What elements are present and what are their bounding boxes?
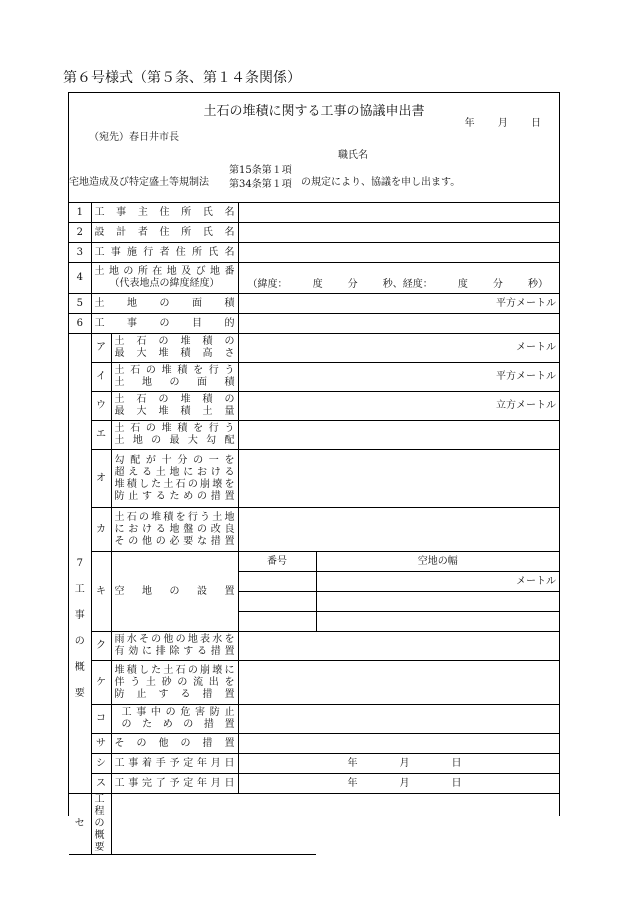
application-form: [68, 92, 560, 853]
table-row: [69, 263, 559, 294]
item-letter: コ: [91, 705, 111, 734]
item-letter: ス: [91, 774, 111, 794]
table-row: [69, 508, 559, 552]
item-label: 雨水その他の地表水を 有効に排除する措置: [111, 632, 238, 661]
location-field[interactable]: [238, 263, 559, 294]
designer-label: 設計者住所氏名: [91, 223, 238, 243]
item-label: 土石の堆積の 最大堆積土量: [111, 392, 238, 421]
table-row: [69, 392, 559, 421]
lon-min: 分: [492, 278, 503, 290]
item-letter: イ: [91, 363, 111, 392]
end-year: 年: [347, 777, 358, 789]
law-clause-15: 第15条第１項: [229, 165, 292, 176]
max-height-field[interactable]: [238, 334, 559, 363]
table-row: [69, 794, 559, 855]
row-number: 6: [69, 314, 91, 334]
other-measures-label: その他の措置: [111, 734, 238, 754]
max-height-unit: メートル: [516, 342, 556, 353]
item-label: 工事中の危害防止 のための措置: [111, 705, 238, 734]
hazard-prevention-field[interactable]: [238, 705, 559, 734]
item-letter: シ: [91, 754, 111, 774]
table-row: [69, 734, 559, 754]
end-month: 月: [399, 777, 410, 789]
open-space-label: 空地の設置: [111, 552, 238, 632]
item-label: 土石の堆積を行う土地 における地盤の改良 その他の必要な措置: [111, 508, 238, 552]
land-area-field[interactable]: [238, 294, 559, 314]
item-letter: オ: [91, 450, 111, 508]
item-label: 土石の堆積の 最大堆積高さ: [111, 334, 238, 363]
schedule-field[interactable]: [111, 794, 316, 855]
signature-label[interactable]: 職氏名: [338, 150, 368, 161]
lon-label: 秒、経度：: [382, 278, 433, 290]
form-table: [69, 202, 559, 855]
item-label: 勾配が十分の一を 超える土地における 堆積した土石の崩壊を 防止するための措置: [111, 450, 238, 508]
location-label-line1: 土地の所在地及び地番: [94, 266, 235, 277]
other-measures-field[interactable]: [238, 734, 559, 754]
volume-unit: 立方メートル: [496, 400, 556, 411]
table-row: [69, 363, 559, 392]
start-month: 月: [399, 757, 410, 769]
table-row: [69, 203, 559, 223]
item-letter: カ: [91, 508, 111, 552]
item-letter: セ: [69, 794, 91, 855]
table-row: [69, 243, 559, 263]
item-label: 土石の堆積を行う 土地の面積: [111, 363, 238, 392]
application-date[interactable]: [465, 114, 541, 129]
overview-section-label: [69, 334, 91, 794]
land-area-unit: 平方メートル: [496, 297, 556, 309]
land-area-label: 土地の面積: [91, 294, 238, 314]
table-row: [69, 705, 559, 734]
contractor-label: 工事施行者住所氏名: [91, 243, 238, 263]
form-title: 土石の堆積に関する工事の協議申出書: [203, 104, 425, 119]
open-space-width-field[interactable]: [316, 572, 559, 592]
designer-field[interactable]: [238, 223, 559, 243]
law-clause-34: 第34条第１項: [229, 179, 292, 190]
pile-area-field[interactable]: [238, 363, 559, 392]
table-row: [69, 552, 559, 572]
law-name: 宅地造成及び特定盛土等規制法: [69, 177, 209, 188]
date-year-label: 年: [464, 118, 475, 129]
max-slope-field[interactable]: [238, 421, 559, 450]
location-label-line2: （代表地点の緯度経度）: [109, 278, 220, 289]
item-letter: ウ: [91, 392, 111, 421]
open-space-number-field[interactable]: [238, 572, 316, 592]
overview-number: 7: [76, 558, 83, 569]
date-month-label: 月: [497, 118, 508, 129]
table-row: [69, 294, 559, 314]
table-row: [69, 223, 559, 243]
row-number: 5: [69, 294, 91, 314]
sediment-outflow-field[interactable]: [238, 661, 559, 705]
lat-deg: 度: [312, 278, 323, 290]
schedule-label: 工程の概要: [91, 794, 111, 855]
owner-field[interactable]: [238, 203, 559, 223]
table-row: [69, 314, 559, 334]
item-letter: キ: [91, 552, 111, 632]
contractor-field[interactable]: [238, 243, 559, 263]
item-letter: ク: [91, 632, 111, 661]
item-letter: サ: [91, 734, 111, 754]
addressee: （宛先）春日井市長: [89, 132, 179, 143]
volume-field[interactable]: [238, 392, 559, 421]
open-space-number-field[interactable]: [238, 612, 316, 632]
lat-label: （緯度：: [247, 278, 288, 290]
ground-improvement-field[interactable]: [238, 508, 559, 552]
item-label: 堆積した土石の崩壊に 伴う土砂の流出を 防止する措置: [111, 661, 238, 705]
overview-char: 概: [74, 662, 85, 673]
table-row: [69, 661, 559, 705]
end-date-label: 工事完了予定年月日: [111, 774, 238, 794]
start-date-field[interactable]: [238, 754, 559, 774]
item-letter: エ: [91, 421, 111, 450]
open-space-number-field[interactable]: [238, 592, 316, 612]
owner-label: 工事主住所氏名: [91, 203, 238, 223]
table-row: [69, 421, 559, 450]
law-clauses: [229, 164, 292, 192]
row-number: 4: [69, 263, 91, 294]
pile-area-unit: 平方メートル: [496, 371, 556, 382]
lon-deg: 度: [457, 278, 468, 290]
end-day: 日: [451, 777, 462, 789]
law-tail: の規定により、協議を申し出ます。: [301, 177, 461, 188]
collapse-prevention-field[interactable]: [238, 450, 559, 508]
lon-sec: 秒）: [527, 278, 548, 290]
form-number-label: 第６号様式（第５条、第１４条関係）: [63, 70, 301, 86]
table-row: [69, 632, 559, 661]
item-label: 土石の堆積を行う 土地の最大勾配: [111, 421, 238, 450]
table-row: [69, 774, 559, 794]
row-number: 2: [69, 223, 91, 243]
purpose-field[interactable]: [238, 314, 559, 334]
overview-char: 要: [74, 688, 85, 699]
table-row: [69, 450, 559, 508]
purpose-label: 工事の目的: [91, 314, 238, 334]
overview-char: の: [74, 636, 85, 647]
start-day: 日: [451, 757, 462, 769]
open-space-unit: メートル: [516, 575, 556, 587]
row-number: 1: [69, 203, 91, 223]
open-space-number-header: 番号: [238, 552, 316, 572]
table-row: [69, 334, 559, 363]
start-date-label: 工事着手予定年月日: [111, 754, 238, 774]
table-row: [69, 754, 559, 774]
drainage-field[interactable]: [238, 632, 559, 661]
row-number: 3: [69, 243, 91, 263]
item-letter: ア: [91, 334, 111, 363]
overview-char: 工: [74, 584, 85, 595]
end-date-field[interactable]: [238, 774, 559, 794]
start-year: 年: [347, 757, 358, 769]
lat-min: 分: [347, 278, 358, 290]
item-letter: ケ: [91, 661, 111, 705]
overview-char: 事: [74, 610, 85, 621]
date-day-label: 日: [531, 118, 541, 129]
open-space-width-field[interactable]: [316, 612, 559, 632]
location-label: [91, 263, 238, 294]
open-space-width-field[interactable]: [316, 592, 559, 612]
open-space-width-header: 空地の幅: [316, 552, 559, 572]
